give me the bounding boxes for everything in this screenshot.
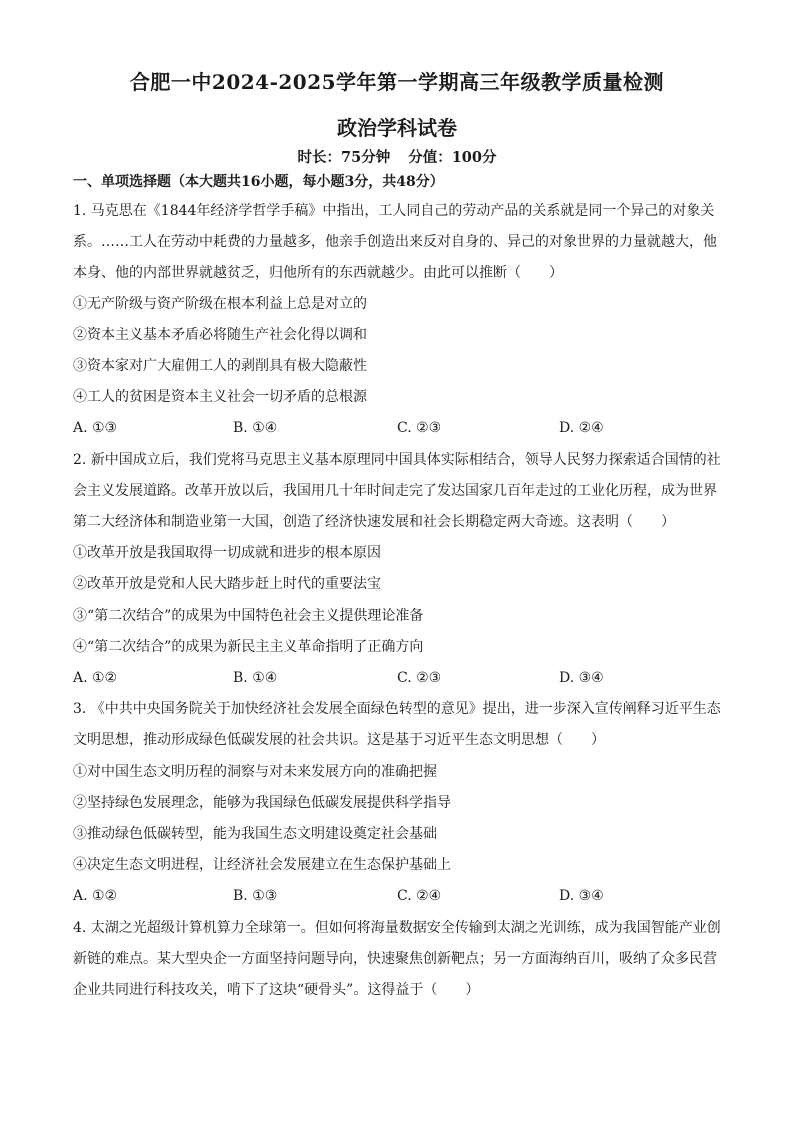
question-stem-line: 本身、他的内部世界就越贫乏，归他所有的东西就越少。由此可以推断（ ） <box>73 265 563 281</box>
question-item: ①改革开放是我国取得一切成就和进步的根本原因 <box>73 545 381 561</box>
question-stem-line: 会主义发展道路。改革开放以后，我国用几十年时间走完了发达国家几百年走过的工业化历程，成为世界 <box>73 483 717 499</box>
question-stem-line: 系。……工人在劳动中耗费的力量越多，他亲手创造出来反对自身的、异己的对象世界的力量就越大，他 <box>73 234 717 250</box>
option-a: A. ①② <box>73 670 118 686</box>
option-b: B. ①④ <box>233 670 278 686</box>
question-item: ③资本家对广大雇佣工人的剥削具有极大隐蔽性 <box>73 358 367 374</box>
option-a: A. ①② <box>73 888 118 904</box>
option-c: C. ②④ <box>397 888 442 904</box>
option-d: D. ②④ <box>559 420 604 436</box>
question-item: ①对中国生态文明历程的洞察与对未来发展方向的准确把握 <box>73 764 437 780</box>
question-stem-line: 企业共同进行科技攻关，啃下了这块“硬骨头”。这得益于（ ） <box>73 982 480 998</box>
question-stem-line: 2. 新中国成立后，我们党将马克思主义基本原理同中国具体实际相结合，领导人民努力探索适合国情的社 <box>73 452 721 468</box>
question-item: ④决定生态文明进程，让经济社会发展建立在生态保护基础上 <box>73 857 451 873</box>
duration-label: 时长：75分钟 <box>297 149 391 166</box>
question-item: ③“第二次结合”的成果为中国特色社会主义提供理论准备 <box>73 608 424 624</box>
question-item: ②坚持绿色发展理念，能够为我国绿色低碳发展提供科学指导 <box>73 795 451 811</box>
question-stem-line: 1. 马克思在《1844年经济学哲学手稿》中指出，工人同自己的劳动产品的关系就是同一个异己的对象关 <box>73 203 715 219</box>
question-item: ③推动绿色低碳转型，能为我国生态文明建设奠定社会基础 <box>73 826 437 842</box>
exam-subtitle: 政治学科试卷 <box>337 116 457 140</box>
option-a: A. ①③ <box>73 420 118 436</box>
question-stem-line: 4. 太湖之光超级计算机算力全球第一。但如何将海量数据安全传输到太湖之光训练，成为我国智能产业创 <box>73 920 721 936</box>
option-c: C. ②③ <box>397 420 442 436</box>
question-item: ④工人的贫困是资本主义社会一切矛盾的总根源 <box>73 389 367 405</box>
option-d: D. ③④ <box>559 670 604 686</box>
question-item: ④“第二次结合”的成果为新民主主义革命指明了正确方向 <box>73 639 424 655</box>
option-b: B. ①④ <box>233 420 278 436</box>
question-stem-line: 新链的难点。某大型央企一方面坚持问题导向，快速聚焦创新靶点；另一方面海纳百川，吸纳了众多民营 <box>73 951 717 967</box>
question-item: ②资本主义基本矛盾必将随生产社会化得以调和 <box>73 327 367 343</box>
question-item: ①无产阶级与资产阶级在根本利益上总是对立的 <box>73 296 367 312</box>
question-stem-line: 3. 《中共中央国务院关于加快经济社会发展全面绿色转型的意见》提出，进一步深入宣传阐释习近平生态 <box>73 701 721 717</box>
exam-meta <box>0 146 794 167</box>
section-heading: 一、单项选择题（本大题共16小题，每小题3分，共48分） <box>73 174 444 190</box>
score-label: 分值：100分 <box>408 149 497 166</box>
exam-title: 合肥一中2024-2025学年第一学期高三年级教学质量检测 <box>129 70 665 94</box>
option-c: C. ②③ <box>397 670 442 686</box>
option-b: B. ①③ <box>233 888 278 904</box>
question-stem-line: 文明思想，推动形成绿色低碳发展的社会共识。这是基于习近平生态文明思想（ ） <box>73 732 605 748</box>
question-item: ②改革开放是党和人民大踏步赶上时代的重要法宝 <box>73 576 381 592</box>
option-d: D. ③④ <box>559 888 604 904</box>
question-stem-line: 第二大经济体和制造业第一大国，创造了经济快速发展和社会长期稳定两大奇迹。这表明（ ） <box>73 514 675 530</box>
